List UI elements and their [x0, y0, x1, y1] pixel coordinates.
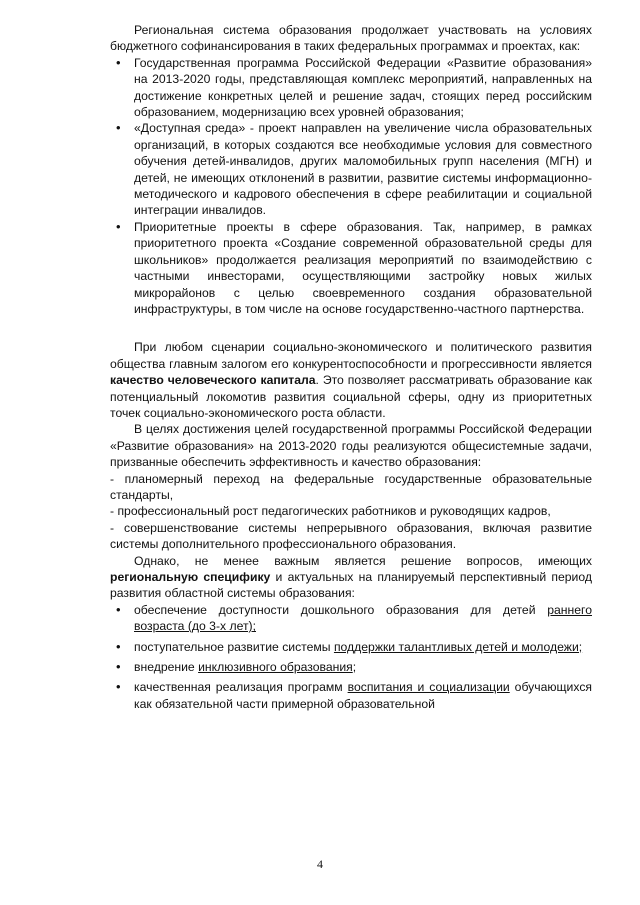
- item-tail: обучающихся как обязательной части примерной образовательной: [134, 680, 593, 711]
- paragraph-gap: [110, 317, 592, 339]
- task-line: - совершенствование системы непрерывного образования, включая развитие системы дополнительного профессионального образования.: [110, 520, 592, 552]
- page-number: 4: [317, 857, 323, 871]
- regional-paragraph: [110, 553, 592, 602]
- list-item: • Государственная программа Российской Федерации «Развитие образования» на 2013-2020 годы, представляющая комплекс мероприятий, направленных на достижение конкретных целей и решение задач, стоящих перед российским образованием, модернизацию всех уровней образования;: [134, 55, 592, 121]
- task-line: - профессиональный рост педагогических работников и руководящих кадров,: [110, 504, 551, 519]
- scenario-paragraph: [110, 339, 592, 421]
- task-line: - планомерный переход на федеральные государственные образовательные стандарты,: [110, 471, 592, 502]
- item-text: обеспечение доступности дошкольного образования для детей: [134, 602, 548, 617]
- item-tail: ;: [352, 660, 357, 675]
- list-item: [134, 659, 592, 675]
- item-underlined: поддержки талантливых детей и молодежи;: [333, 639, 583, 654]
- item-text: качественная реализация программ: [134, 680, 348, 695]
- list-item: [134, 679, 592, 712]
- item-underlined: воспитания и социализации: [347, 680, 510, 695]
- program-list: [110, 55, 592, 318]
- scenario-emphasis: качество человеческого капитала: [110, 373, 316, 388]
- list-item: [134, 639, 592, 655]
- list-item: • Приоритетные проекты в сфере образования. Так, например, в рамках приоритетного проекта «Создание современной образовательной среды для школьников» продолжается реализация мероприятий по взаимодействию с частными инвесторами, осуществляющими застройку новых жилых микрорайонов с целью своевременного создания образовательной инфраструктуры, в том числе на основе государственно-частного партнерства.: [134, 219, 592, 317]
- regional-text-end: и актуальных на планируемый перспективный период развития областной системы образования:: [110, 570, 592, 601]
- list-item: • «Доступная среда» - проект направлен на увеличение числа образовательных организаций, в которых создаются все необходимые условия для совместного обучения детей-инвалидов, других маломобильных групп населения (МГН) и детей, не имеющих отклонений в развитии, развитие системы информационно-методического и кадрового обеспечения в сфере реабилитации и социальной интеграции инвалидов.: [134, 120, 592, 218]
- item-underlined: раннего возраста (до 3-х лет);: [134, 602, 592, 634]
- intro-paragraph: Региональная система образования продолжает участвовать на условиях бюджетного софинансирования в таких федеральных программах и проектах, как:: [110, 23, 592, 54]
- scenario-text: При любом сценарии социально-экономического и политического развития общества главным залогом его конкурентоспособности и прогрессивности является: [110, 340, 592, 371]
- item-text: внедрение: [134, 660, 199, 675]
- scenario-text-end: . Это позволяет рассматривать образование как потенциальный локомотив развития социальной сферы, одну из приоритетных точек социально-экономического роста области.: [110, 373, 592, 420]
- list-item: [134, 602, 592, 635]
- regional-emphasis: региональную специфику: [110, 570, 271, 584]
- item-text: поступательное развитие системы: [134, 639, 334, 654]
- regional-list: [110, 602, 592, 712]
- goals-paragraph: В целях достижения целей государственной программы Российской Федерации «Развитие образования» на 2013-2020 годы реализуются общесистемные задачи, призванные обеспечить эффективность и качество образования:: [110, 422, 592, 470]
- regional-text: Однако, не менее важным является решение вопросов, имеющих: [134, 553, 592, 568]
- item-underlined: инклюзивного образования: [198, 660, 353, 675]
